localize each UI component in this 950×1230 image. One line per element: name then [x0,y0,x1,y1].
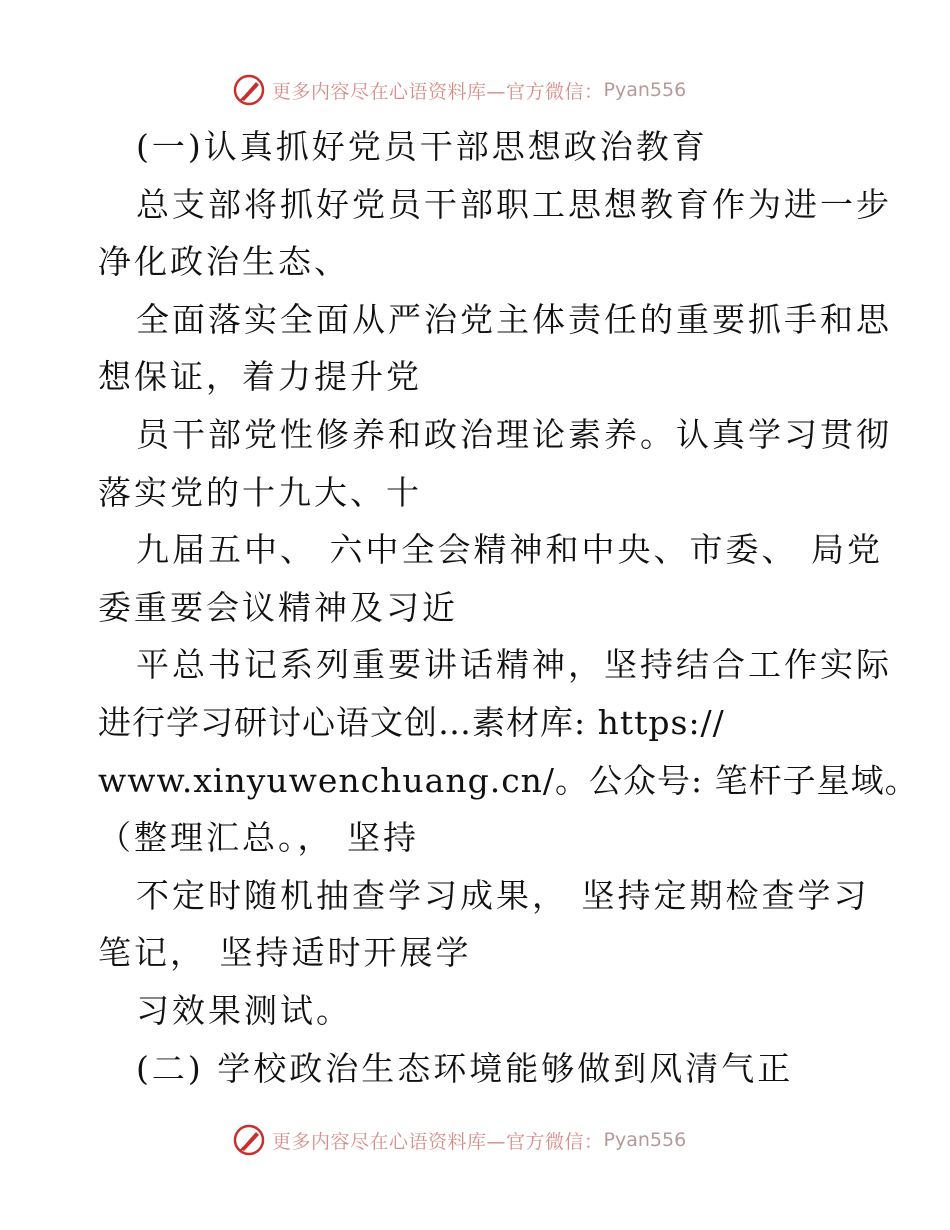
quill-pen-logo-icon [232,1123,266,1157]
header-watermark [232,70,686,110]
text-line: （整理汇总。， 坚持 [98,818,419,858]
text-line: 全面落实全面从严治党主体责任的重要抓手和思 [136,299,892,339]
text-line: 进行学习研讨心语文创…素材库: https:// [98,702,725,742]
text-line: 员干部党性修养和政治理论素养。认真学习贯彻 [136,414,892,454]
text-line: 平总书记系列重要讲话精神，坚持结合工作实际 [136,645,892,685]
watermark-text: 更多内容尽在心语资料库—官方微信： [272,1130,604,1153]
footer-watermark [232,1120,686,1160]
text-line: 不定时随机抽查学习成果， 坚持定期检查学习 [136,875,870,915]
text-line: 习效果测试。 [136,990,352,1030]
watermark-account: Pyan556 [603,1129,687,1151]
text-line: 想保证，着力提升党 [98,357,422,397]
text-line: 净化政治生态、 [98,242,350,282]
text-line: (二) 学校政治生态环境能够做到风清气正 [136,1048,794,1088]
text-line: 委重要会议精神及习近 [98,587,458,627]
text-line: 九届五中、 六中全会精神和中央、市委、 局党 [136,530,883,570]
text-line: 落实党的十九大、十 [98,472,422,512]
watermark-account: Pyan556 [603,79,687,101]
quill-pen-logo-icon [232,73,266,107]
text-line: 笔记， 坚持适时开展学 [98,933,472,973]
body-text [98,118,919,1097]
text-line: www.xinyuwenchuang.cn/。公众号: 笔杆子星域。 [98,760,919,800]
text-line: 总支部将抓好党员干部职工思想教育作为进一步 [136,184,892,224]
watermark-text: 更多内容尽在心语资料库—官方微信： [272,80,604,103]
text-line: (一)认真抓好党员干部思想政治教育 [136,127,708,166]
